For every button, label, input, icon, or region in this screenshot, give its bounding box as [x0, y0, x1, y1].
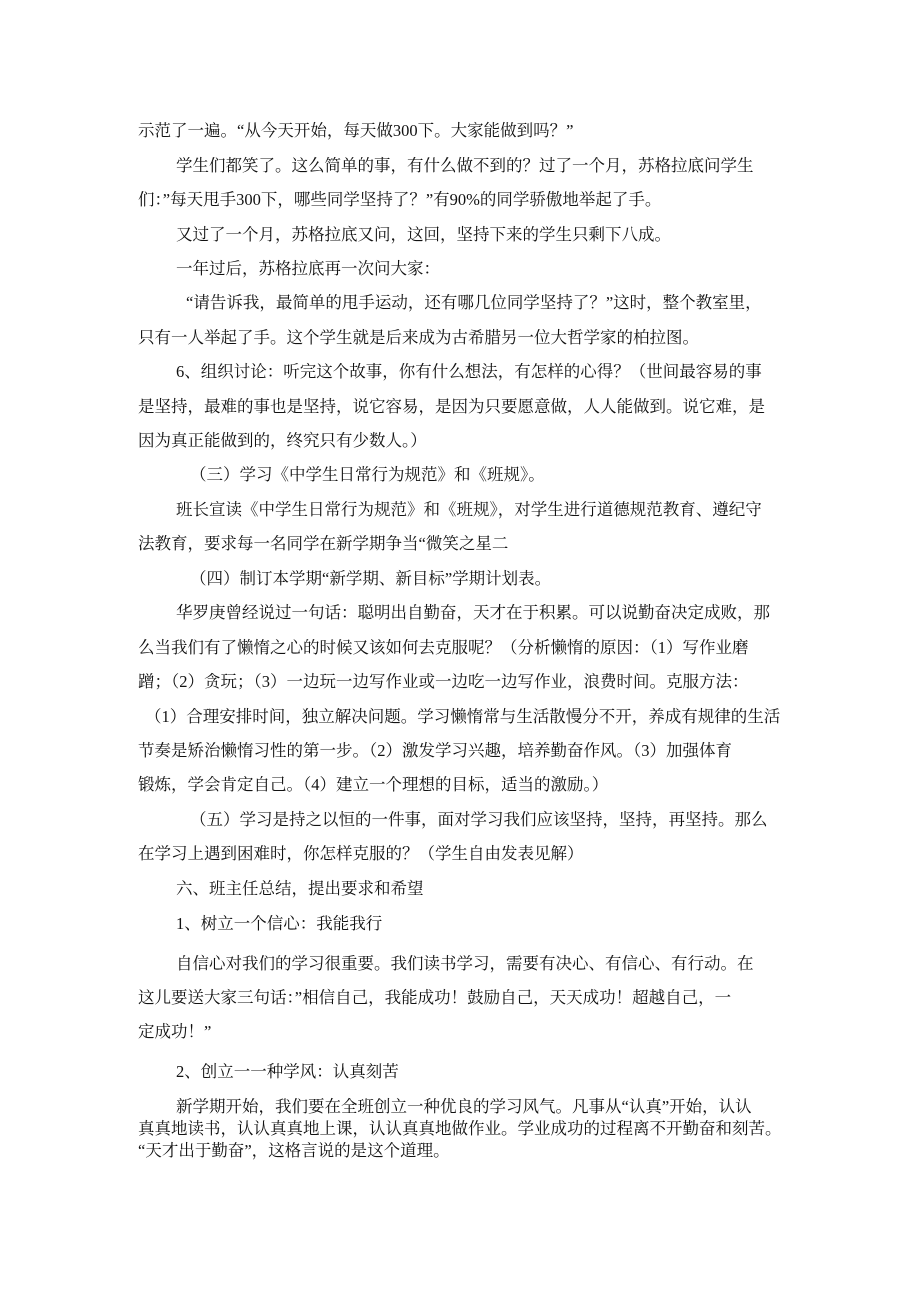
text-line: 真真地读书，认认真真地上课，认认真真地做作业。学业成功的过程离不开勤奋和刻苦。 — [138, 1119, 782, 1138]
text-line: 自信心对我们的学习很重要。我们读书学习，需要有决心、有信心、有行动。在 — [176, 954, 754, 973]
text-line: 只有一人举起了手。这个学生就是后来成为古希腊另一位大哲学家的柏拉图。 — [138, 328, 699, 347]
section-heading: （五）学习是持之以恒的一件事，面对学习我们应该坚持，坚持，再坚持。那么 — [190, 810, 768, 829]
text-line: 又过了一个月，苏格拉底又问，这回，坚持下来的学生只剩下八成。 — [176, 225, 671, 244]
text-line: 锻炼，学会肯定自己。（4）建立一个理想的目标，适当的激励。） — [138, 775, 609, 794]
section-heading: （四）制订本学期“新学期、新目标”学期计划表。 — [190, 569, 552, 588]
text-line: 因为真正能做到的，终究只有少数人。） — [138, 431, 427, 450]
section-heading: 六、班主任总结，提出要求和希望 — [176, 879, 424, 898]
text-line: （1）合理安排时间，独立解决问题。学习懒惰常与生活散慢分不开，养成有规律的生活 — [145, 707, 781, 726]
text-line: 在学习上遇到困难时，你怎样克服的？（学生自由发表见解） — [138, 844, 584, 863]
text-line: 定成功！” — [138, 1022, 212, 1041]
text-line: 么当我们有了懒惰之心的时候又该如何去克服呢？（分析懒惰的原因：（1）写作业磨 — [138, 638, 749, 657]
text-line: 法教育，要求每一名同学在新学期争当“微笑之星二 — [138, 534, 509, 553]
subsection-heading: 1、树立一个信心：我能我行 — [176, 914, 383, 933]
text-line: 6、组织讨论：听完这个故事，你有什么想法，有怎样的心得？（世间最容易的事 — [176, 362, 762, 381]
text-line: 们：”每天甩手300下，哪些同学坚持了？”有90%的同学骄傲地举起了手。 — [138, 190, 662, 209]
text-line: 新学期开始，我们要在全班创立一种优良的学习风气。凡事从“认真”开始，认认 — [176, 1097, 752, 1116]
text-line: 班长宣读《中学生日常行为规范》和《班规》，对学生进行道德规范教育、遵纪守 — [176, 500, 762, 519]
text-line: 是坚持，最难的事也是坚持，说它容易，是因为只要愿意做，人人能做到。说它难，是 — [138, 397, 765, 416]
text-line: 这儿要送大家三句话：”相信自己，我能成功！鼓励自己，天天成功！超越自己，一 — [138, 988, 732, 1007]
text-line: 节奏是矫治懒惰习性的第一步。（2）激发学习兴趣，培养勤奋作风。（3）加强体育 — [138, 741, 732, 760]
text-line: “天才出于勤奋”，这格言说的是这个道理。 — [138, 1141, 450, 1160]
subsection-heading: 2、创立一一种学风：认真刻苦 — [176, 1062, 399, 1081]
text-line: 华罗庚曾经说过一句话：聪明出自勤奋，天才在于积累。可以说勤奋决定成败，那 — [176, 603, 770, 622]
text-line: 示范了一遍。“从今天开始，每天做300下。大家能做到吗？” — [138, 121, 574, 140]
text-line: “请告诉我，最简单的甩手运动，还有哪几位同学坚持了？”这时，整个教室里， — [186, 293, 762, 312]
text-line: 蹭；（2）贪玩；（3）一边玩一边写作业或一边吃一边写作业，浪费时间。克服方法： — [138, 672, 749, 691]
text-line: 一年过后，苏格拉底再一次问大家： — [176, 259, 440, 278]
text-line: 学生们都笑了。这么简单的事，有什么做不到的？过了一个月，苏格拉底问学生 — [176, 156, 754, 175]
section-heading: （三）学习《中学生日常行为规范》和《班规》。 — [190, 465, 545, 484]
